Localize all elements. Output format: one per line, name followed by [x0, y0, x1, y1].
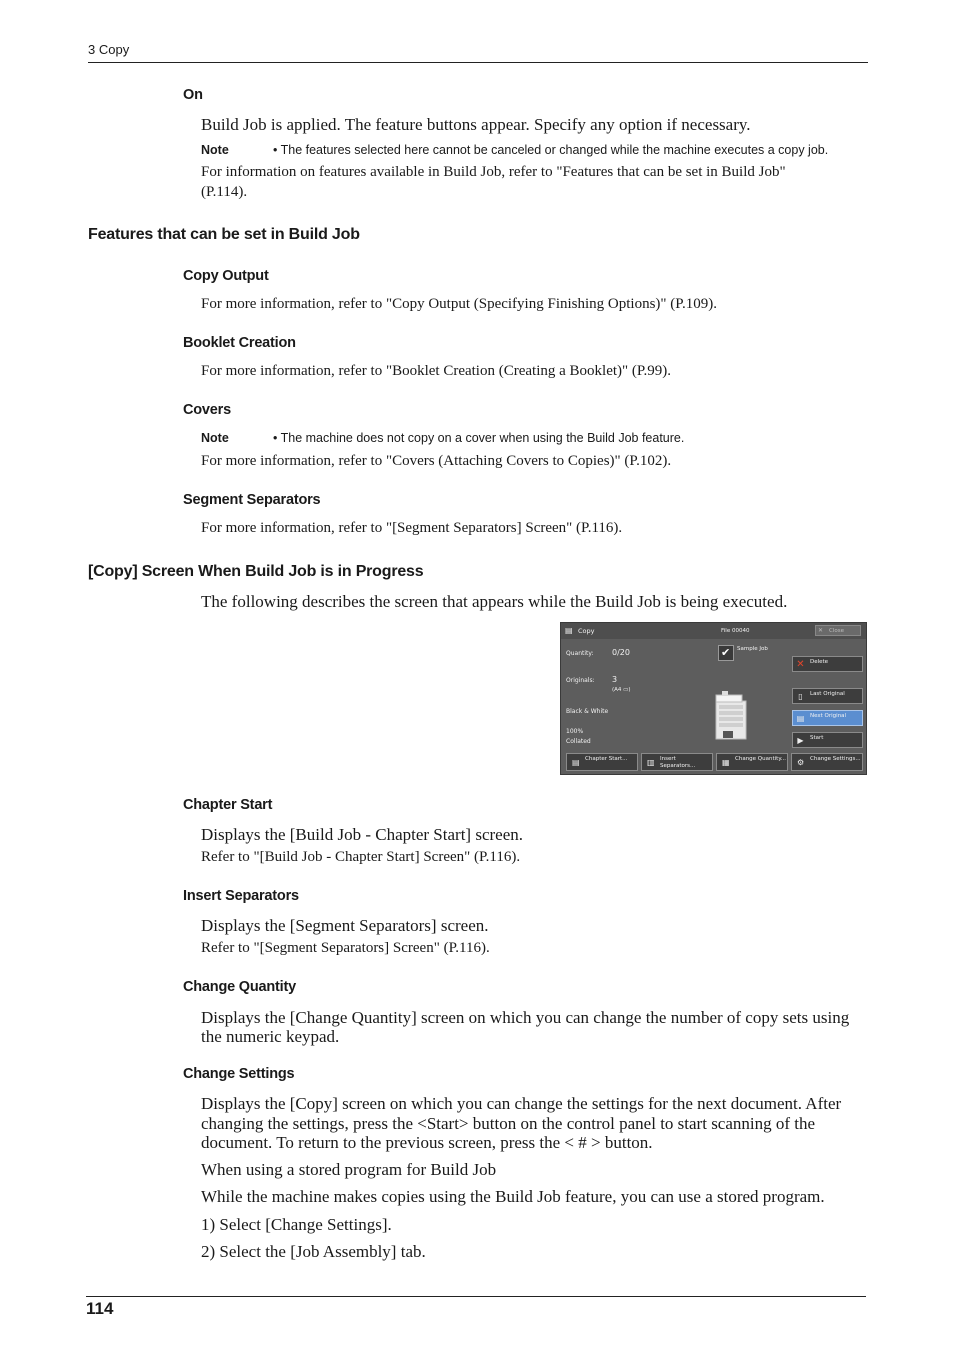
chapter-start-ref: Refer to "[Build Job - Chapter Start] Screen" (P.116).: [201, 849, 521, 865]
close-icon: ✕: [818, 627, 824, 634]
copy-output-text: For more information, refer to "Copy Output (Specifying Finishing Options)" (P.109).: [201, 296, 717, 312]
change-quantity-button[interactable]: [716, 753, 788, 771]
chapter-start-title: Chapter Start: [183, 797, 273, 813]
sample-job-label: Sample Job: [737, 646, 768, 652]
quantity-icon: ▦: [722, 758, 730, 767]
last-original-label: Last Original: [810, 691, 845, 697]
insert-separators-ref: Refer to "[Segment Separators] Screen" (P.116).: [201, 940, 490, 956]
on-text: Build Job is applied. The feature buttons appear. Specify any option if necessary.: [201, 115, 751, 134]
insert-separators-title: Insert Separators: [183, 888, 299, 904]
checkmark-icon: ✔: [721, 646, 731, 659]
booklet-title: Booklet Creation: [183, 335, 296, 351]
booklet-text: For more information, refer to "Booklet Creation (Creating a Booklet)" (P.99).: [201, 363, 672, 379]
progress-title: [Copy] Screen When Build Job is in Progress: [88, 563, 424, 580]
segment-title: Segment Separators: [183, 492, 321, 508]
screen-title: Copy: [578, 627, 595, 635]
originals-label: Originals:: [566, 677, 595, 684]
on-note-text: • The features selected here cannot be canceled or changed while the machine executes a copy job.: [273, 143, 829, 157]
start-label: Start: [810, 735, 824, 741]
pages-icon: ▤: [796, 714, 805, 723]
step-1: 1) Select [Change Settings].: [201, 1215, 392, 1234]
copy-screen-screenshot: [560, 622, 867, 775]
copier-machine-icon: [713, 691, 751, 741]
delete-icon: ✕: [796, 659, 805, 670]
color-mode: Black & White: [566, 708, 609, 715]
insert-separators-text: Displays the [Segment Separators] screen.: [201, 916, 489, 935]
last-original-button[interactable]: [792, 688, 863, 704]
change-settings-text: Displays the [Copy] screen on which you can change the settings for the next document. After changing the settings, press the <Start> button on the control panel to start scanning of the document. To return to the previous screen, press the < # > button.: [201, 1094, 842, 1152]
covers-title: Covers: [183, 402, 231, 418]
sample-job-checkbox[interactable]: [718, 645, 734, 661]
segment-text: For more information, refer to "[Segment Separators] Screen" (P.116).: [201, 520, 623, 536]
originals-size: (A4 ▭): [612, 687, 631, 693]
step-2: 2) Select the [Job Assembly] tab.: [201, 1242, 426, 1261]
progress-intro: The following describes the screen that appears while the Build Job is being executed.: [201, 592, 788, 611]
covers-note-label: Note: [201, 431, 229, 445]
delete-button[interactable]: [792, 656, 863, 672]
quantity-label: Quantity:: [566, 650, 594, 657]
change-settings-label: Change Settings...: [810, 756, 861, 762]
next-original-label: Next Original: [810, 713, 847, 719]
change-settings-title: Change Settings: [183, 1066, 295, 1082]
page-number: 114: [86, 1299, 114, 1318]
originals-value: 3: [612, 675, 618, 684]
change-settings-button[interactable]: [791, 753, 863, 771]
chapter-start-button[interactable]: [566, 753, 638, 771]
zoom-value: 100%: [566, 728, 584, 735]
gear-icon: ⚙: [797, 758, 805, 767]
page-icon: ▯: [798, 692, 803, 701]
copy-icon: ▤: [565, 626, 573, 635]
insert-separators-label: Insert Separators...: [660, 756, 696, 769]
on-title: On: [183, 87, 203, 103]
separators-icon: ▥: [647, 758, 655, 767]
start-icon: ▶: [797, 736, 804, 745]
change-quantity-title: Change Quantity: [183, 979, 297, 995]
header-rule: [88, 62, 868, 63]
delete-label: Delete: [810, 659, 829, 665]
on-info-line2: (P.114).: [201, 184, 248, 200]
collation: Collated: [566, 738, 591, 745]
chapter-header: 3 Copy: [88, 42, 130, 57]
change-quantity-label: Change Quantity...: [735, 756, 787, 762]
stored-program-title: When using a stored program for Build Job: [201, 1160, 497, 1179]
chapter-start-icon: ▤: [572, 758, 580, 767]
chapter-start-label: Chapter Start...: [585, 756, 628, 762]
next-original-button[interactable]: [792, 710, 863, 726]
on-note-label: Note: [201, 143, 229, 157]
close-button[interactable]: [815, 625, 861, 636]
stored-program-text: While the machine makes copies using the Build Job feature, you can use a stored program.: [201, 1187, 825, 1206]
file-number: File 00040: [721, 628, 750, 634]
copy-output-title: Copy Output: [183, 268, 269, 284]
insert-separators-button[interactable]: [641, 753, 713, 771]
covers-note-text: • The machine does not copy on a cover when using the Build Job feature.: [273, 431, 685, 445]
on-info-line1: For information on features available in Build Job, refer to "Features that can be set in Build Job": [201, 164, 786, 180]
covers-text: For more information, refer to "Covers (Attaching Covers to Copies)" (P.102).: [201, 453, 672, 469]
chapter-start-text: Displays the [Build Job - Chapter Start] screen.: [201, 825, 523, 844]
footer-rule: [86, 1296, 866, 1297]
close-label: Close: [829, 628, 844, 634]
features-title: Features that can be set in Build Job: [88, 226, 360, 243]
quantity-value: 0/20: [612, 648, 630, 657]
change-quantity-text: Displays the [Change Quantity] screen on which you can change the number of copy sets using the numeric keypad.: [201, 1008, 850, 1046]
start-button[interactable]: [792, 732, 863, 748]
